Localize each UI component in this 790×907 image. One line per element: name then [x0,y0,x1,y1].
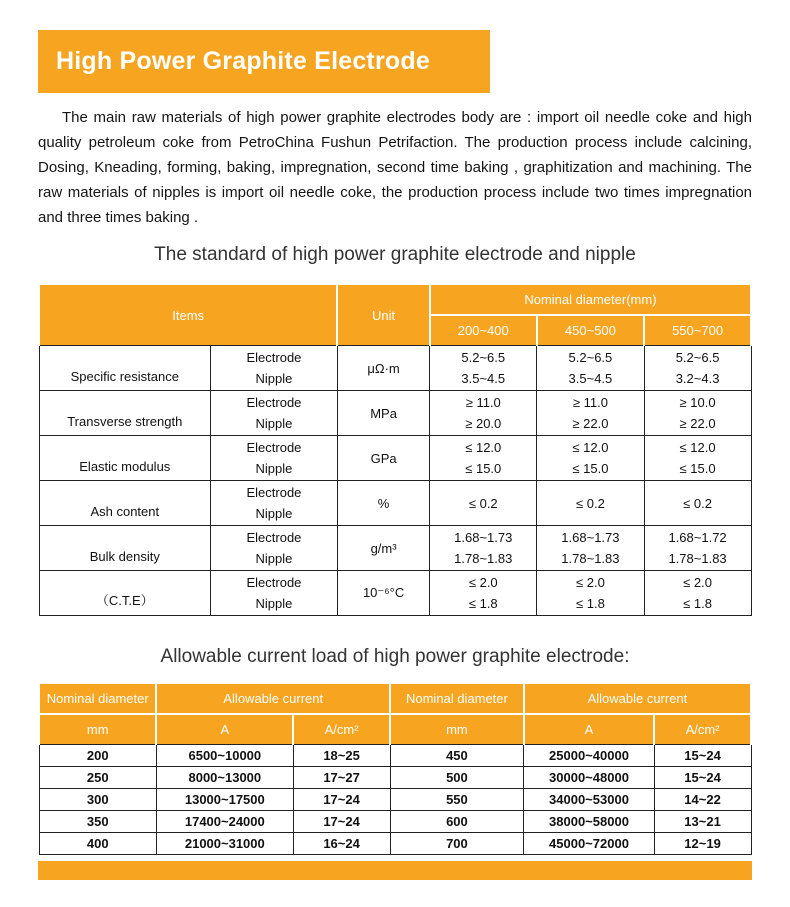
current-header-row-1 [39,683,751,714]
nipple-value: 1.78~1.83 [668,551,727,566]
spec-header-nominal-diameter: Nominal diameter(mm) [430,284,751,315]
diameter-cell: 300 [39,789,156,811]
nipple-value: ≤ 1.8 [575,596,605,611]
intro-paragraph: The main raw materials of high power graphite electrodes body are : import oil needle coke and high quality petroleum coke from PetroChina Fushun Petrifaction. The production process include calcining, Dosing, Kneading, forming, baking, impregnation, second time baking , graphitization and machining. The raw materials of nipples is import oil needle coke, the production process include two times impregnation and three times baking . [38,109,752,226]
nipple-value: ≤ 1.8 [683,596,712,611]
nipple-label: Nipple [255,416,293,431]
spec-values [644,391,751,436]
spec-values [430,391,537,436]
spec-unit: GPa [337,436,430,481]
diameter-cell: 550 [390,789,524,811]
electrode-label: Electrode [246,395,302,410]
diameter-cell: 700 [390,833,524,855]
electrode-value: 1.68~1.73 [561,530,620,545]
spec-header-range-3: 550~700 [644,315,751,346]
nipple-value: ≤ 15.0 [465,461,502,476]
current-acm2-cell: 15~24 [654,767,751,789]
current-acm2-cell: 15~24 [654,745,751,767]
spec-header-items: Items [39,284,337,346]
electrode-label: Electrode [246,575,302,590]
spec-table [38,283,752,616]
spec-values [537,346,645,391]
spec-values [644,346,751,391]
electrode-label: Electrode [246,485,302,500]
spec-section-title: The standard of high power graphite electrode and nipple [154,244,636,265]
nipple-value: ≥ 22.0 [572,416,609,431]
nipple-value: ≥ 22.0 [679,416,716,431]
current-header-acm2-2: A/cm² [654,714,751,745]
current-acm2-cell: 17~27 [293,767,390,789]
current-row [39,767,751,789]
title-banner [38,30,490,93]
spec-header-range-2: 450~500 [537,315,645,346]
spec-row-elastic-modulus [39,436,751,481]
electrode-value: 5.2~6.5 [675,350,720,365]
spec-merged-value: ≤ 0.2 [644,481,751,526]
spec-values [537,391,645,436]
spec-values [537,436,645,481]
electrode-value: 1.68~1.73 [454,530,513,545]
footer-bar [38,861,752,880]
electrode-value: 1.68~1.72 [668,530,727,545]
spec-values [644,526,751,571]
spec-unit: MPa [337,391,430,436]
electrode-value: ≤ 2.0 [468,575,498,590]
nipple-value: ≥ 20.0 [465,416,502,431]
electrode-value: ≤ 2.0 [575,575,605,590]
current-section-title: Allowable current load of high power graphite electrode: [160,646,630,667]
electrode-label: Electrode [246,350,302,365]
spec-property: （C.T.E） [39,571,211,616]
diameter-cell: 450 [390,745,524,767]
nipple-value: ≤ 15.0 [572,461,609,476]
diameter-cell: 350 [39,811,156,833]
page [0,30,790,880]
spec-row-ash-content [39,481,751,526]
electrode-label: Electrode [246,530,302,545]
spec-unit: 10⁻⁶°C [337,571,430,616]
spec-property: Elastic modulus [39,436,211,481]
current-a-cell: 17400~24000 [156,811,293,833]
electrode-value: 5.2~6.5 [568,350,613,365]
current-a-cell: 30000~48000 [524,767,654,789]
spec-property: Ash content [39,481,211,526]
spec-property: Specific resistance [39,346,211,391]
spec-unit: % [337,481,430,526]
nipple-value: 3.2~4.3 [675,371,720,386]
spec-header-row-1 [39,284,751,315]
spec-unit: g/m³ [337,526,430,571]
spec-table-header [39,284,751,346]
current-row [39,745,751,767]
current-header-nominal-diameter-1: Nominal diameter [39,683,156,714]
current-a-cell: 21000~31000 [156,833,293,855]
current-header-a-1: A [156,714,293,745]
spec-row-cte [39,571,751,616]
spec-values [537,526,645,571]
nipple-value: ≤ 1.8 [468,596,498,611]
current-acm2-cell: 14~22 [654,789,751,811]
spec-part-labels [211,346,338,391]
current-header-acm2-1: A/cm² [293,714,390,745]
current-acm2-cell: 13~21 [654,811,751,833]
spec-part-labels [211,436,338,481]
current-acm2-cell: 12~19 [654,833,751,855]
electrode-value: ≤ 12.0 [679,440,716,455]
spec-row-bulk-density [39,526,751,571]
diameter-cell: 200 [39,745,156,767]
spec-merged-value: ≤ 0.2 [537,481,645,526]
spec-property: Bulk density [39,526,211,571]
current-acm2-cell: 16~24 [293,833,390,855]
current-row [39,811,751,833]
spec-values [644,436,751,481]
spec-values [430,436,537,481]
current-header-mm-2: mm [390,714,524,745]
spec-part-labels [211,571,338,616]
diameter-cell: 600 [390,811,524,833]
spec-header-unit: Unit [337,284,430,346]
page-title: High Power Graphite Electrode [56,47,430,75]
current-a-cell: 45000~72000 [524,833,654,855]
spec-row-specific-resistance [39,346,751,391]
diameter-cell: 500 [390,767,524,789]
nipple-value: ≤ 15.0 [679,461,716,476]
spec-row-transverse-strength [39,391,751,436]
diameter-cell: 400 [39,833,156,855]
current-table [38,682,752,855]
spec-values [430,526,537,571]
current-acm2-cell: 18~25 [293,745,390,767]
current-table-body [39,745,751,855]
current-a-cell: 38000~58000 [524,811,654,833]
electrode-value: ≥ 11.0 [465,395,501,410]
current-a-cell: 25000~40000 [524,745,654,767]
nipple-label: Nipple [255,551,293,566]
spec-table-body [39,346,751,616]
current-acm2-cell: 17~24 [293,789,390,811]
spec-part-labels [211,481,338,526]
nipple-value: 3.5~4.5 [568,371,613,386]
current-header-nominal-diameter-2: Nominal diameter [390,683,524,714]
spec-unit: μΩ·m [337,346,430,391]
spec-values [537,571,645,616]
spec-values [644,571,751,616]
spec-part-labels [211,526,338,571]
electrode-value: ≤ 12.0 [465,440,502,455]
electrode-value: ≤ 12.0 [572,440,609,455]
spec-values [430,346,537,391]
nipple-value: 3.5~4.5 [461,371,506,386]
current-a-cell: 8000~13000 [156,767,293,789]
electrode-value: ≥ 10.0 [679,395,716,410]
spec-part-labels [211,391,338,436]
diameter-cell: 250 [39,767,156,789]
current-header-row-2 [39,714,751,745]
current-header-mm-1: mm [39,714,156,745]
nipple-label: Nipple [255,596,293,611]
current-a-cell: 6500~10000 [156,745,293,767]
electrode-value: ≤ 2.0 [683,575,712,590]
current-header-allowable-current-1: Allowable current [156,683,390,714]
electrode-value: ≥ 11.0 [572,395,608,410]
spec-merged-value: ≤ 0.2 [430,481,537,526]
electrode-value: 5.2~6.5 [461,350,506,365]
current-header-allowable-current-2: Allowable current [524,683,751,714]
current-a-cell: 13000~17500 [156,789,293,811]
nipple-value: 1.78~1.83 [454,551,513,566]
current-a-cell: 34000~53000 [524,789,654,811]
current-row [39,789,751,811]
current-table-header [39,683,751,745]
current-header-a-2: A [524,714,654,745]
nipple-label: Nipple [255,371,293,386]
electrode-label: Electrode [246,440,302,455]
spec-property: Transverse strength [39,391,211,436]
spec-header-range-1: 200~400 [430,315,537,346]
current-acm2-cell: 17~24 [293,811,390,833]
nipple-value: 1.78~1.83 [561,551,620,566]
spec-values [430,571,537,616]
nipple-label: Nipple [255,461,293,476]
current-row [39,833,751,855]
nipple-label: Nipple [255,506,293,521]
